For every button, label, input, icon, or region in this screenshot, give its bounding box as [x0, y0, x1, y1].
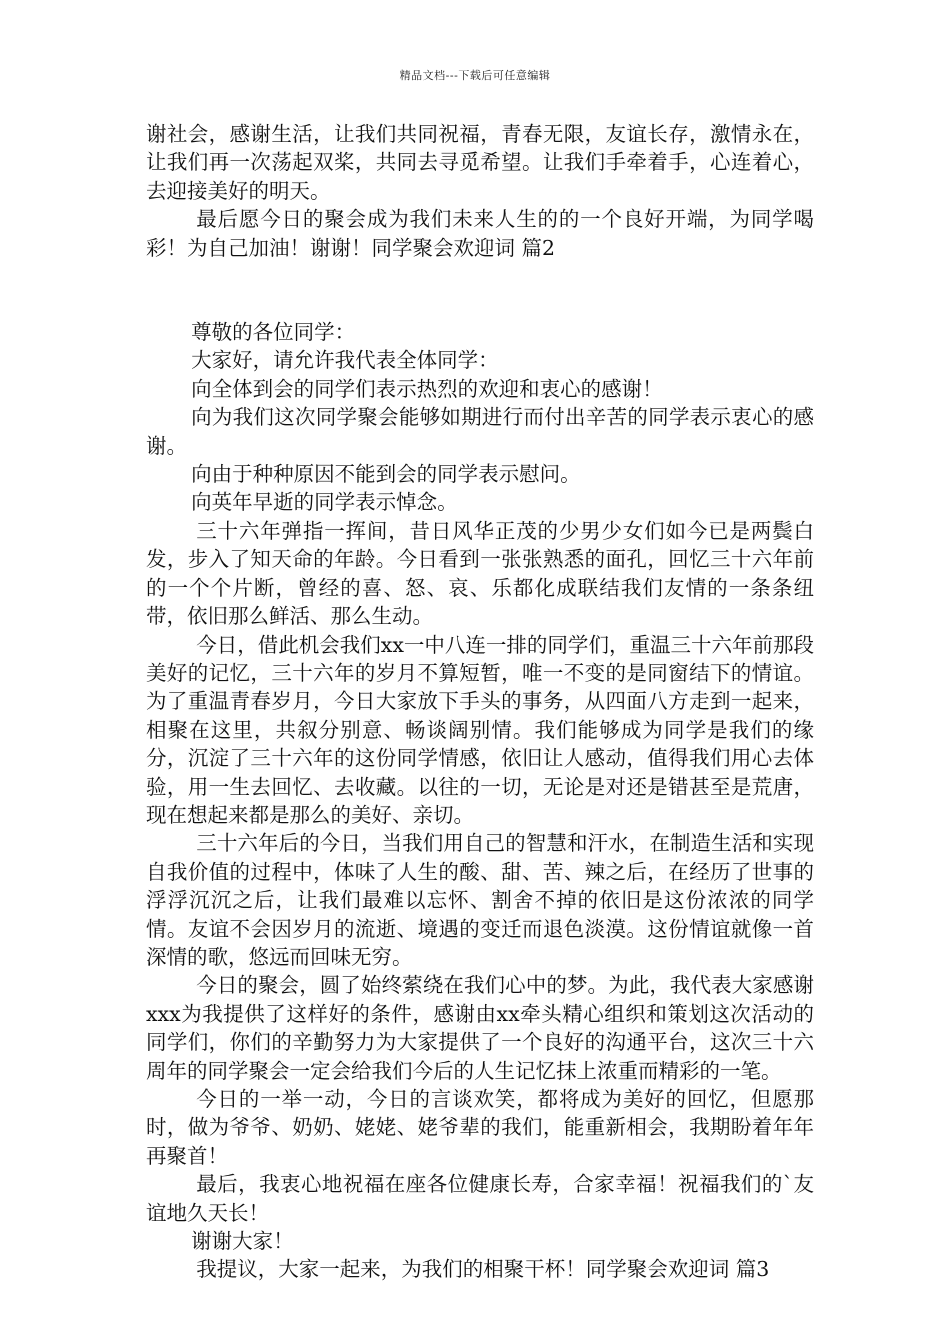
paragraph-reunion-memories: 今日，借此机会我们xx一中八连一排的同学们，重温三十六年前那段美好的记忆，三十六年的岁月不算短暂，唯一不变的是同窗结下的情谊。为了重温青春岁月，今日大家放下手头的事务，从四面八方走到一起来，相聚在这里，共叙分别意、畅谈阔别情。我们能够成为同学是我们的缘分，沉淀了三十六年的这份同学情感，依旧让人感动，值得我们用心去体验，用一生去回忆、去收藏。以往的一切，无论是对还是错甚至是荒唐，现在想起来都是那么的美好、亲切。 [146, 632, 814, 827]
paragraph-closing-thanks: 谢社会，感谢生活，让我们共同祝福，青春无限，友谊长存，激情永在，让我们再一次荡起双桨，共同去寻觅希望。让我们手牵着手，心连着心，去迎接美好的明天。 [146, 122, 814, 203]
paragraph-future-hopes: 今日的一举一动，今日的言谈欢笑，都将成为美好的回忆，但愿那时，做为爷爷、奶奶、姥姥、姥爷辈的我们，能重新相会，我期盼着年年再聚首！ [146, 1087, 814, 1168]
paragraph-thirty-six-years: 三十六年弹指一挥间，昔日风华正茂的少男少女们如今已是两鬓白发，步入了知天命的年龄。今日看到一张张熟悉的面孔，回忆三十六年前的一个个片断，曾经的喜、怒、哀、乐都化成联结我们友情的一条条纽带，依旧那么鲜活、那么生动。 [146, 518, 814, 629]
paragraph-memorial: 向英年早逝的同学表示悼念。 [191, 490, 458, 515]
paragraph-friendship: 三十六年后的今日，当我们用自己的智慧和汗水，在制造生活和实现自我价值的过程中，体味了人生的酸、甜、苦、辣之后，在经历了世事的浮浮沉沉之后，让我们最难以忘怀、割舍不掉的依旧是这份浓浓的同学情。友谊不会因岁月的流逝、境遇的变迁而退色淡漠。这份情谊就像一首深情的歌，悠远而回味无穷。 [146, 831, 814, 969]
paragraph-greeting: 大家好，请允许我代表全体同学： [191, 348, 499, 373]
paragraph-regards-absent: 向由于种种原因不能到会的同学表示慰问。 [191, 462, 581, 487]
page-header: 精品文档---下载后可任意编辑 [399, 69, 551, 82]
document-body [146, 120, 814, 1284]
paragraph-thank-all: 谢谢大家！ [191, 1229, 294, 1254]
paragraph-blessing: 最后，我衷心地祝福在座各位健康长寿，合家幸福！祝福我们的`友谊地久天长！ [146, 1172, 814, 1225]
paragraph-final-wish: 最后愿今日的聚会成为我们未来人生的的一个良好开端，为同学喝彩！为自己加油！谢谢！同学聚会欢迎词 篇2 [146, 207, 814, 260]
paragraph-gratitude: 今日的聚会，圆了始终萦绕在我们心中的梦。为此，我代表大家感谢xxx为我提供了这样好的条件，感谢由xx牵头精心组织和策划这次活动的同学们，你们的辛勤努力为大家提供了一个良好的沟通平台，这次三十六周年的同学聚会一定会给我们今后的人生记忆抹上浓重而精彩的一笔。 [146, 973, 814, 1083]
paragraph-thanks-organizers: 向为我们这次同学聚会能够如期进行而付出辛苦的同学表示衷心的感谢。 [146, 405, 814, 458]
paragraph-welcome: 向全体到会的同学们表示热烈的欢迎和衷心的感谢！ [191, 376, 663, 401]
paragraph-salutation: 尊敬的各位同学： [191, 320, 356, 345]
paragraph-toast: 我提议，大家一起来，为我们的相聚干杯！同学聚会欢迎词 篇3 [196, 1257, 770, 1282]
paragraph-gap [146, 262, 814, 318]
